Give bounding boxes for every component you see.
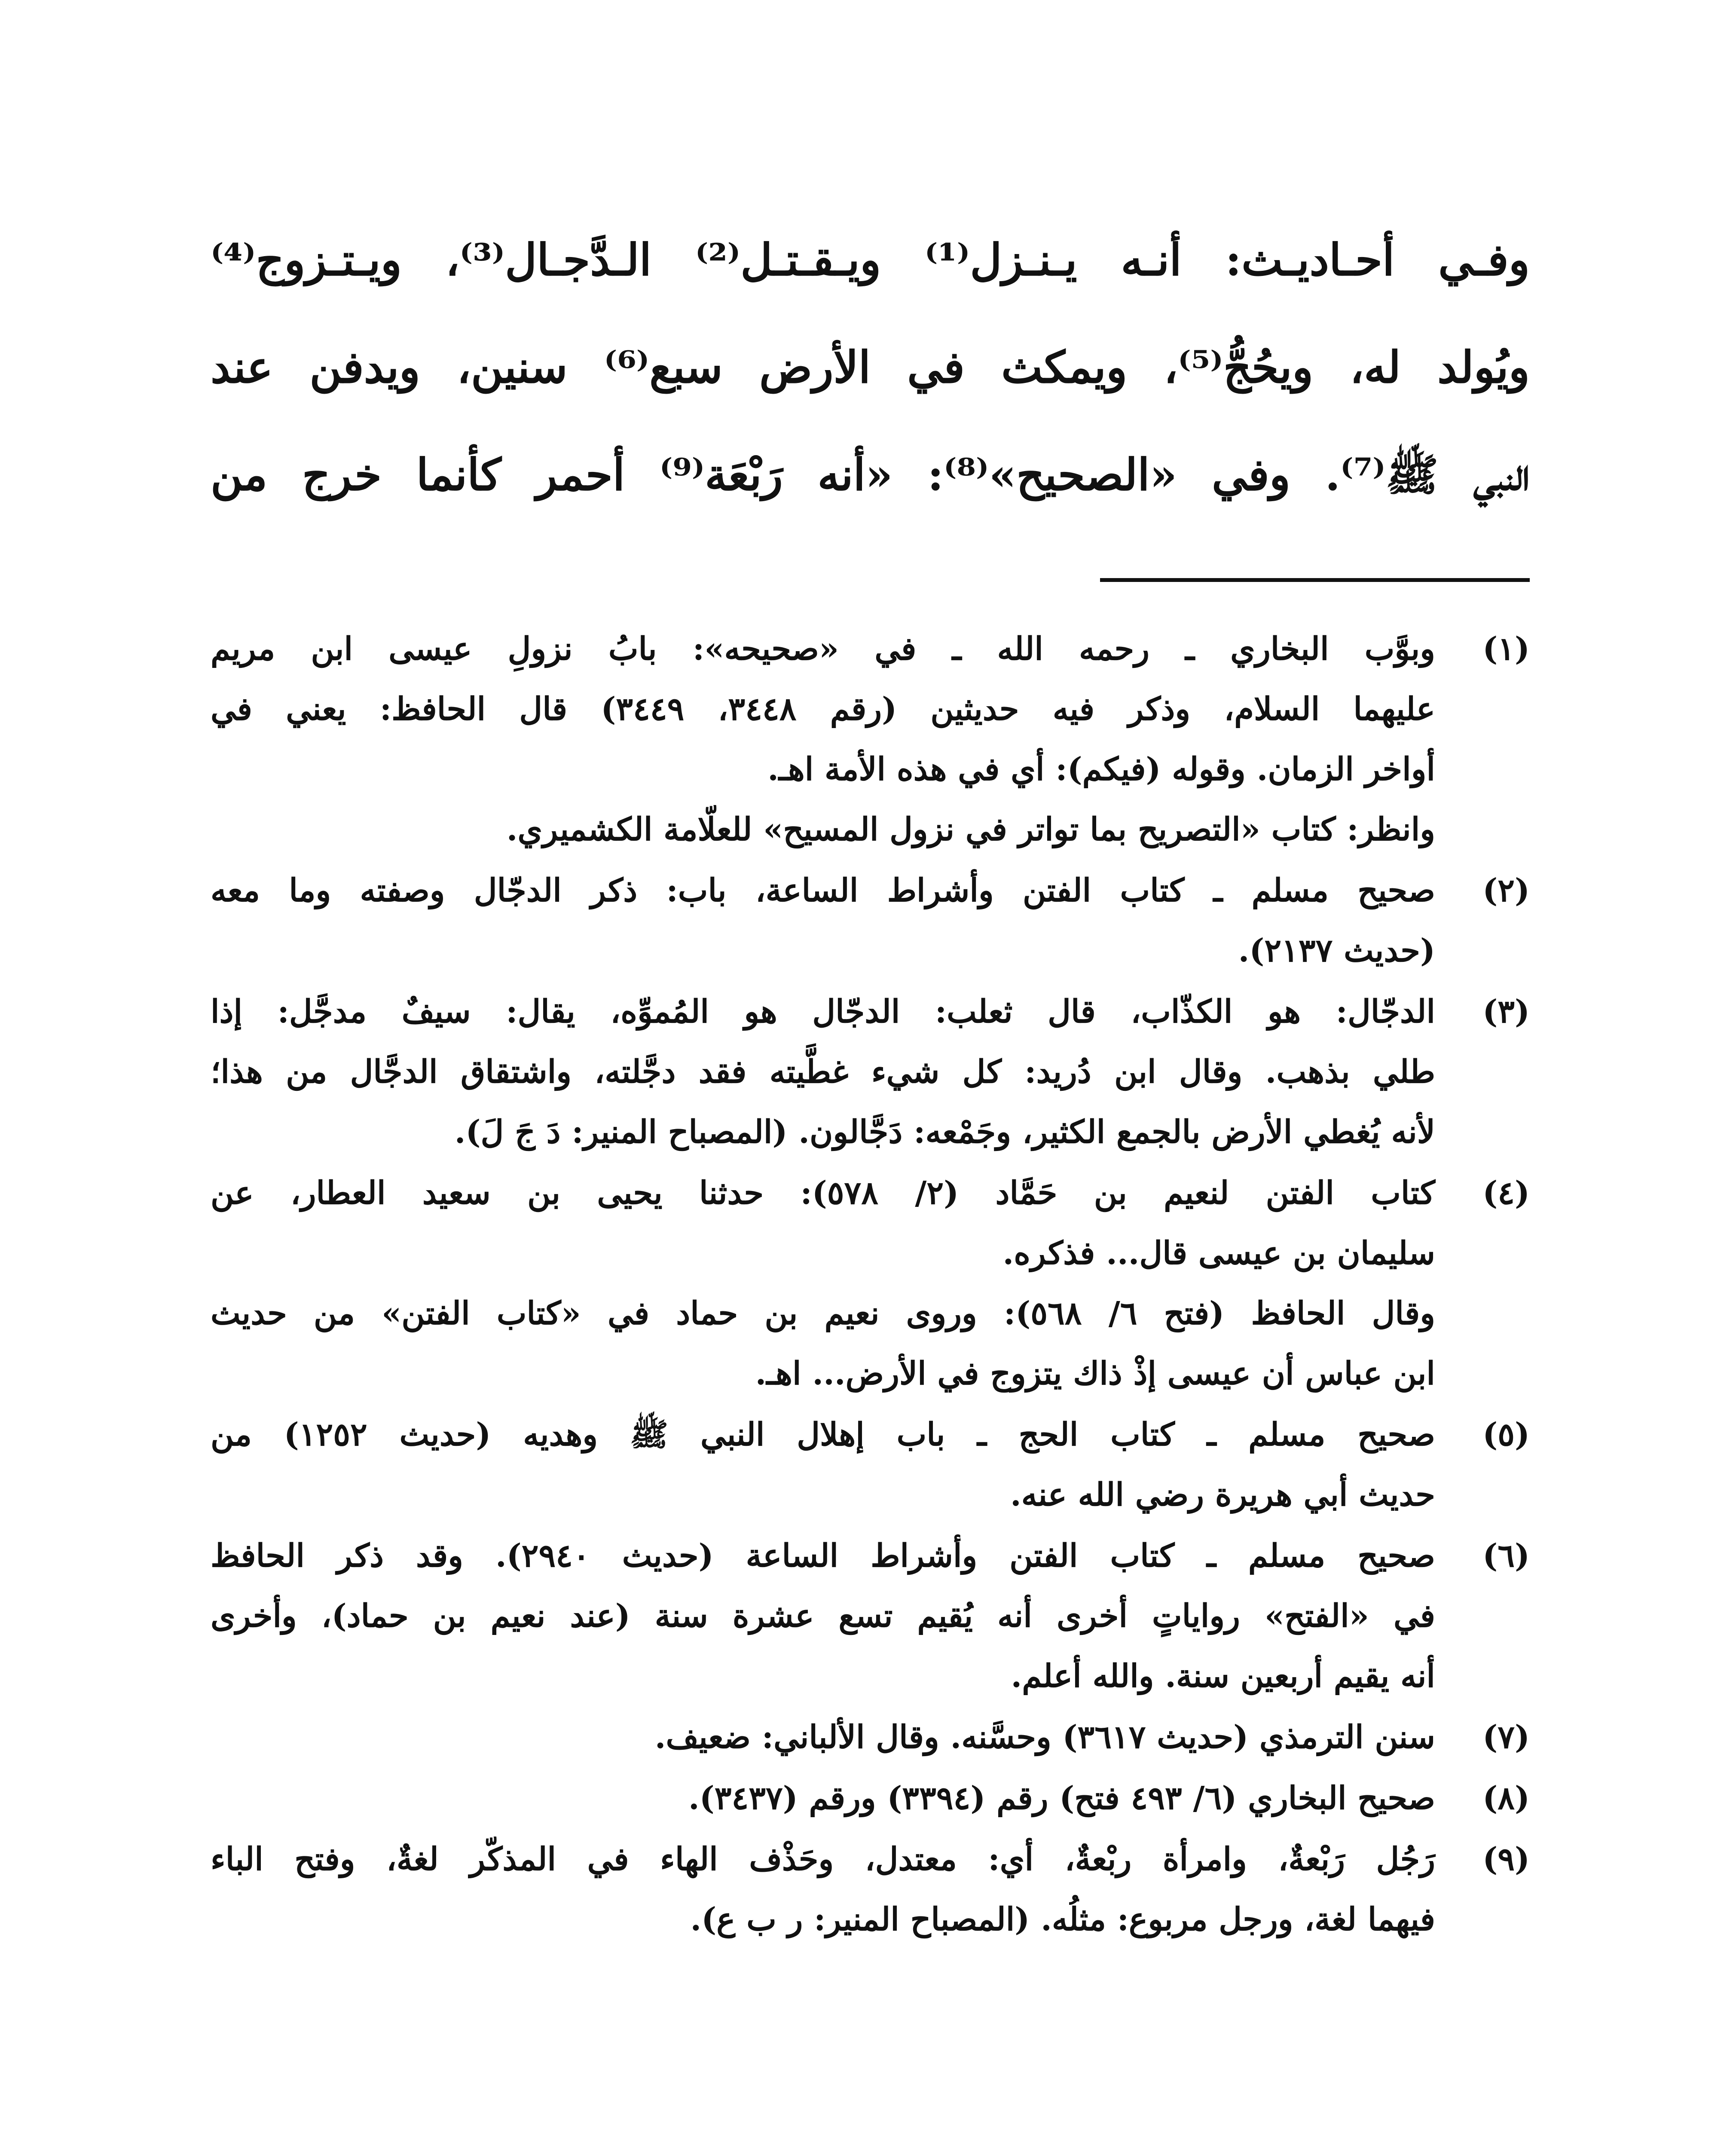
footnote-line: وبوَّب البخاري ـ رحمه الله ـ في «صحيحه»: بابُ نزولِ عيسى ابن مريم: [211, 631, 1435, 667]
footnote-line: سنن الترمذي (حديث ٣٦١٧) وحسَّنه. وقال الألباني: ضعيف.: [654, 1719, 1435, 1756]
footnote-line: صحيح البخاري (٦/ ٤٩٣ فتح) رقم (٣٣٩٤) ورقم (٣٤٣٧).: [688, 1780, 1435, 1817]
footnote-number: (٩): [1482, 1841, 1530, 1878]
footnote-8: [211, 1768, 1530, 1828]
main-text-line: وفـي أحـاديـث: أنـه يـنـزل⁽¹⁾ ويـقـتـل⁽²⁾ الـدَّجـال⁽³⁾، ويـتـزوج⁽⁴⁾: [211, 234, 1530, 286]
footnote-line: أنه يقيم أربعين سنة. والله أعلم.: [1011, 1658, 1435, 1695]
footnote-line: أواخر الزمان. وقوله (فيكم): أي في هذه الأمة اهـ.: [767, 751, 1435, 788]
footnote-number: (١): [1482, 631, 1530, 667]
footnote-line: (حديث ٢١٣٧).: [1238, 932, 1435, 969]
footnote-body: [211, 1768, 1435, 1828]
footnote-body: [211, 619, 1435, 860]
footnote-9: [211, 1829, 1530, 1950]
footnote-line: وقال الحافظ (فتح ٦/ ٥٦٨): وروى نعيم بن حماد في «كتاب الفتن» من حديث: [211, 1295, 1435, 1332]
footnote-body: [211, 860, 1435, 981]
footnote-2: [211, 860, 1530, 981]
footnote-number: (٦): [1482, 1537, 1530, 1574]
footnote-number: (٤): [1482, 1175, 1530, 1212]
footnote-divider: [1100, 578, 1530, 582]
main-text-line: ويُولد له، ويحُجُّ⁽⁵⁾، ويمكث في الأرض سبع⁽⁶⁾ سنين، ويدفن عند: [211, 342, 1530, 393]
footnote-5: [211, 1405, 1530, 1525]
main-text-line: النبي ﷺ⁽⁷⁾. وفي «الصحيح»⁽⁸⁾: «أنه رَبْعَة⁽⁹⁾ أحمر كأنما خرج من: [211, 449, 1530, 501]
footnote-1: [211, 619, 1530, 860]
footnote-line: فيهما لغة، ورجل مربوع: مثلُه. (المصباح المنير: ر ب ع).: [690, 1901, 1435, 1938]
footnote-line: طلي بذهب. وقال ابن دُريد: كل شيء غطَّيته فقد دجَّلته، واشتقاق الدجَّال من هذا؛: [211, 1053, 1435, 1090]
footnote-6: [211, 1526, 1530, 1706]
footnote-body: [211, 1405, 1435, 1525]
footnote-line: في «الفتح» رواياتٍ أخرى أنه يُقيم تسع عشرة سنة (عند نعيم بن حماد)، وأخرى: [211, 1598, 1435, 1635]
footnotes-section: [211, 619, 1530, 1950]
footnote-number: (٣): [1482, 993, 1530, 1030]
footnote-line: صحيح مسلم ـ كتاب الحج ـ باب إهلال النبي ﷺ وهديه (حديث ١٢٥٢) من: [211, 1416, 1435, 1453]
footnote-line: صحيح مسلم ـ كتاب الفتن وأشراط الساعة (حديث ٢٩٤٠). وقد ذكر الحافظ: [211, 1537, 1435, 1574]
main-text-block: [211, 206, 1530, 529]
footnote-line: حديث أبي هريرة رضي الله عنه.: [1010, 1476, 1435, 1513]
footnote-4: [211, 1163, 1530, 1404]
footnote-number: (٥): [1482, 1416, 1530, 1453]
footnote-line: كتاب الفتن لنعيم بن حَمَّاد (٢/ ٥٧٨): حدثنا يحيى بن سعيد العطار، عن: [211, 1175, 1435, 1212]
footnote-body: [211, 1163, 1435, 1404]
footnote-line: عليهما السلام، وذكر فيه حديثين (رقم ٣٤٤٨، ٣٤٤٩) قال الحافظ: يعني في: [211, 691, 1435, 728]
footnote-line: رَجُل رَبْعةٌ، وامرأة ربْعةٌ، أي: معتدل، وحَذْف الهاء في المذكّر لغةٌ، وفتح الباء: [211, 1841, 1435, 1878]
footnote-line: سليمان بن عيسى قال... فذكره.: [1002, 1235, 1435, 1272]
footnote-line: صحيح مسلم ـ كتاب الفتن وأشراط الساعة، باب: ذكر الدجّال وصفته وما معه: [211, 872, 1435, 909]
footnote-body: [211, 1707, 1435, 1767]
footnote-3: [211, 982, 1530, 1162]
footnote-body: [211, 982, 1435, 1162]
footnote-body: [211, 1526, 1435, 1706]
footnote-line: لأنه يُغطي الأرض بالجمع الكثير، وجَمْعه: دَجَّالون. (المصباح المنير: دَ جَ لَ).: [454, 1114, 1435, 1151]
footnote-line: الدجّال: هو الكذّاب، قال ثعلب: الدجّال هو المُموِّه، يقال: سيفٌ مدجَّل: إذا: [211, 993, 1435, 1030]
footnote-7: [211, 1707, 1530, 1767]
footnote-line: ابن عباس أن عيسى إذْ ذاك يتزوج في الأرض... اهـ.: [755, 1355, 1435, 1392]
footnote-number: (٨): [1482, 1780, 1530, 1817]
footnote-line: وانظر: كتاب «التصريح بما تواتر في نزول المسيح» للعلّامة الكشميري.: [506, 811, 1435, 848]
footnote-number: (٧): [1482, 1719, 1530, 1756]
footnote-number: (٢): [1482, 872, 1530, 909]
footnote-body: [211, 1829, 1435, 1950]
